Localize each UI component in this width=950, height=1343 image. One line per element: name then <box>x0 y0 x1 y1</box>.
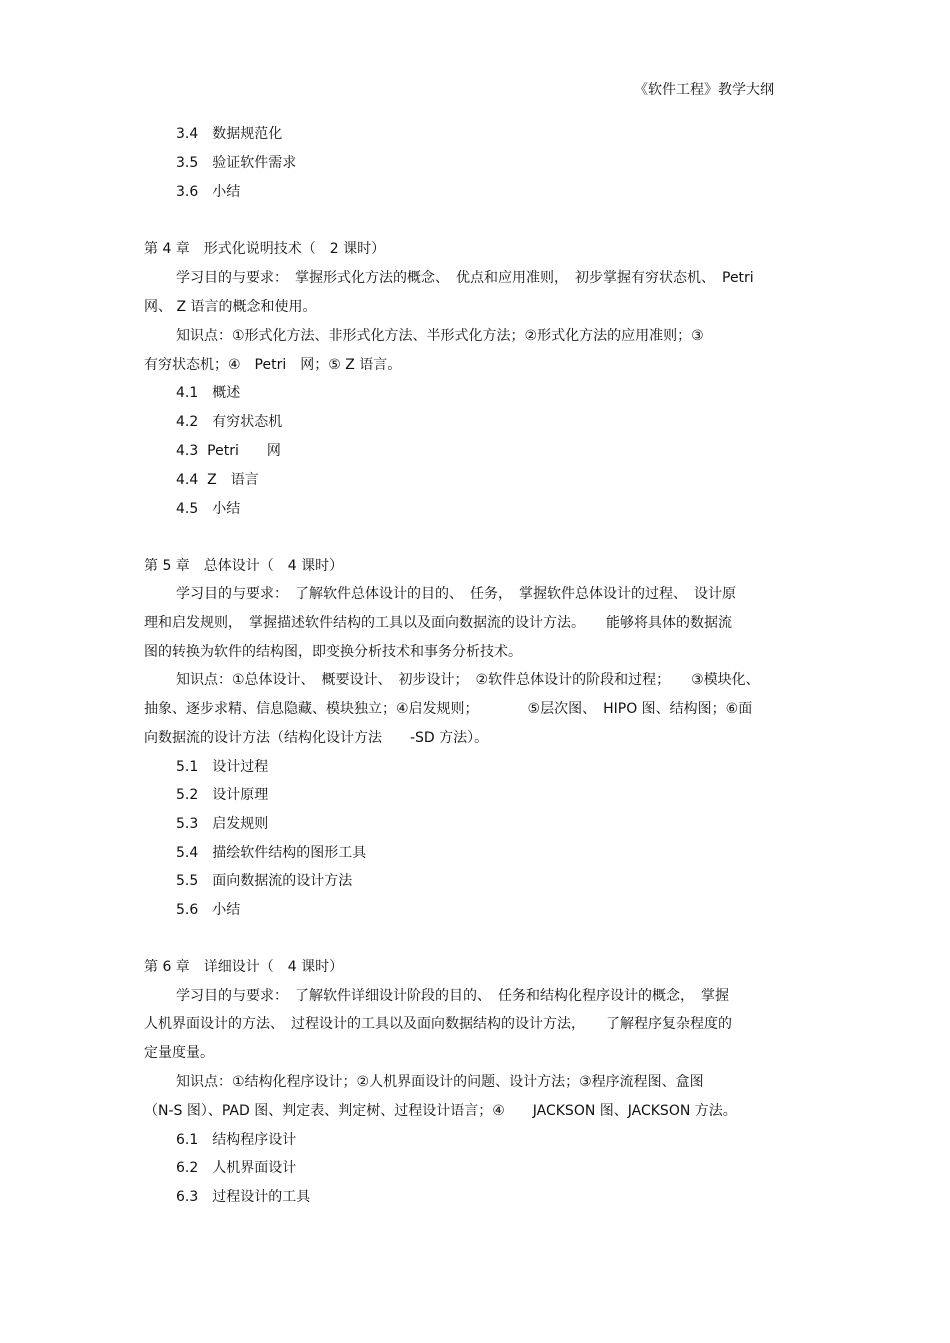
section-6-2: 6.2 人机界面设计 <box>176 1160 297 1176</box>
section-5-1: 5.1 设计过程 <box>176 759 269 775</box>
chapter-6-title: 第 6 章 详细设计（ 4 课时） <box>144 959 344 975</box>
section-5-2: 5.2 设计原理 <box>176 787 269 803</box>
section-5-4: 5.4 描绘软件结构的图形工具 <box>176 845 367 861</box>
section-4-5: 4.5 小结 <box>176 501 241 517</box>
chapter-6-goals-line-1: 学习目的与要求： 了解软件详细设计阶段的目的、 任务和结构化程序设计的概念， 掌握 <box>176 988 729 1004</box>
section-4-4: 4.4 Z 语言 <box>176 472 259 488</box>
chapter-5-goals-line-3: 图的转换为软件的结构图，即变换分析技术和事务分析技术。 <box>144 644 522 660</box>
chapter-6-goals-line-3: 定量度量。 <box>144 1045 214 1061</box>
chapter-5-knowledge-line-1: 知识点：①总体设计、 概要设计、 初步设计； ②软件总体设计的阶段和过程； ③模块化、 <box>176 672 760 688</box>
section-4-1: 4.1 概述 <box>176 385 241 401</box>
section-6-3: 6.3 过程设计的工具 <box>176 1189 311 1205</box>
chapter-5-goals-line-1: 学习目的与要求： 了解软件总体设计的目的、 任务， 掌握软件总体设计的过程、 设计原 <box>176 586 736 602</box>
section-4-3: 4.3 Petri 网 <box>176 443 281 459</box>
section-4-2: 4.2 有穷状态机 <box>176 414 283 430</box>
chapter-5-title: 第 5 章 总体设计（ 4 课时） <box>144 558 344 574</box>
section-3-5: 3.5 验证软件需求 <box>176 155 297 171</box>
chapter-4-goals-line-2: 网、 Z 语言的概念和使用。 <box>144 299 317 315</box>
chapter-4-knowledge-line-1: 知识点：①形式化方法、非形式化方法、半形式化方法；②形式化方法的应用准则；③ <box>176 328 704 344</box>
section-3-6: 3.6 小结 <box>176 184 241 200</box>
section-5-5: 5.5 面向数据流的设计方法 <box>176 873 353 889</box>
chapter-6-goals-line-2: 人机界面设计的方法、 过程设计的工具以及面向数据结构的设计方法， 了解程序复杂程度的 <box>144 1016 732 1032</box>
chapter-4-knowledge-line-2: 有穷状态机；④ Petri 网；⑤ Z 语言。 <box>144 357 402 373</box>
chapter-5-goals-line-2: 理和启发规则， 掌握描述软件结构的工具以及面向数据流的设计方法。 能够将具体的数据流 <box>144 615 732 631</box>
running-header: 《软件工程》教学大纲 <box>634 82 774 98</box>
chapter-6-knowledge-line-2: （N-S 图）、PAD 图、判定表、判定树、过程设计语言；④ JACKSON 图、JACKSON 方法。 <box>144 1103 737 1119</box>
chapter-6-knowledge-line-1: 知识点：①结构化程序设计；②人机界面设计的问题、设计方法；③程序流程图、盒图 <box>176 1074 704 1090</box>
section-3-4: 3.4 数据规范化 <box>176 126 283 142</box>
section-5-6: 5.6 小结 <box>176 902 241 918</box>
chapter-5-knowledge-line-2: 抽象、逐步求精、信息隐藏、模块独立；④启发规则； ⑤层次图、 HIPO 图、结构图；⑥面 <box>144 701 753 717</box>
section-6-1: 6.1 结构程序设计 <box>176 1132 297 1148</box>
section-5-3: 5.3 启发规则 <box>176 816 269 832</box>
chapter-4-title: 第 4 章 形式化说明技术（ 2 课时） <box>144 241 386 257</box>
chapter-4-goals-line-1: 学习目的与要求： 掌握形式化方法的概念、 优点和应用准则， 初步掌握有穷状态机、 Petri <box>176 270 754 286</box>
chapter-5-knowledge-line-3: 向数据流的设计方法（结构化设计方法 -SD 方法）。 <box>144 730 489 746</box>
